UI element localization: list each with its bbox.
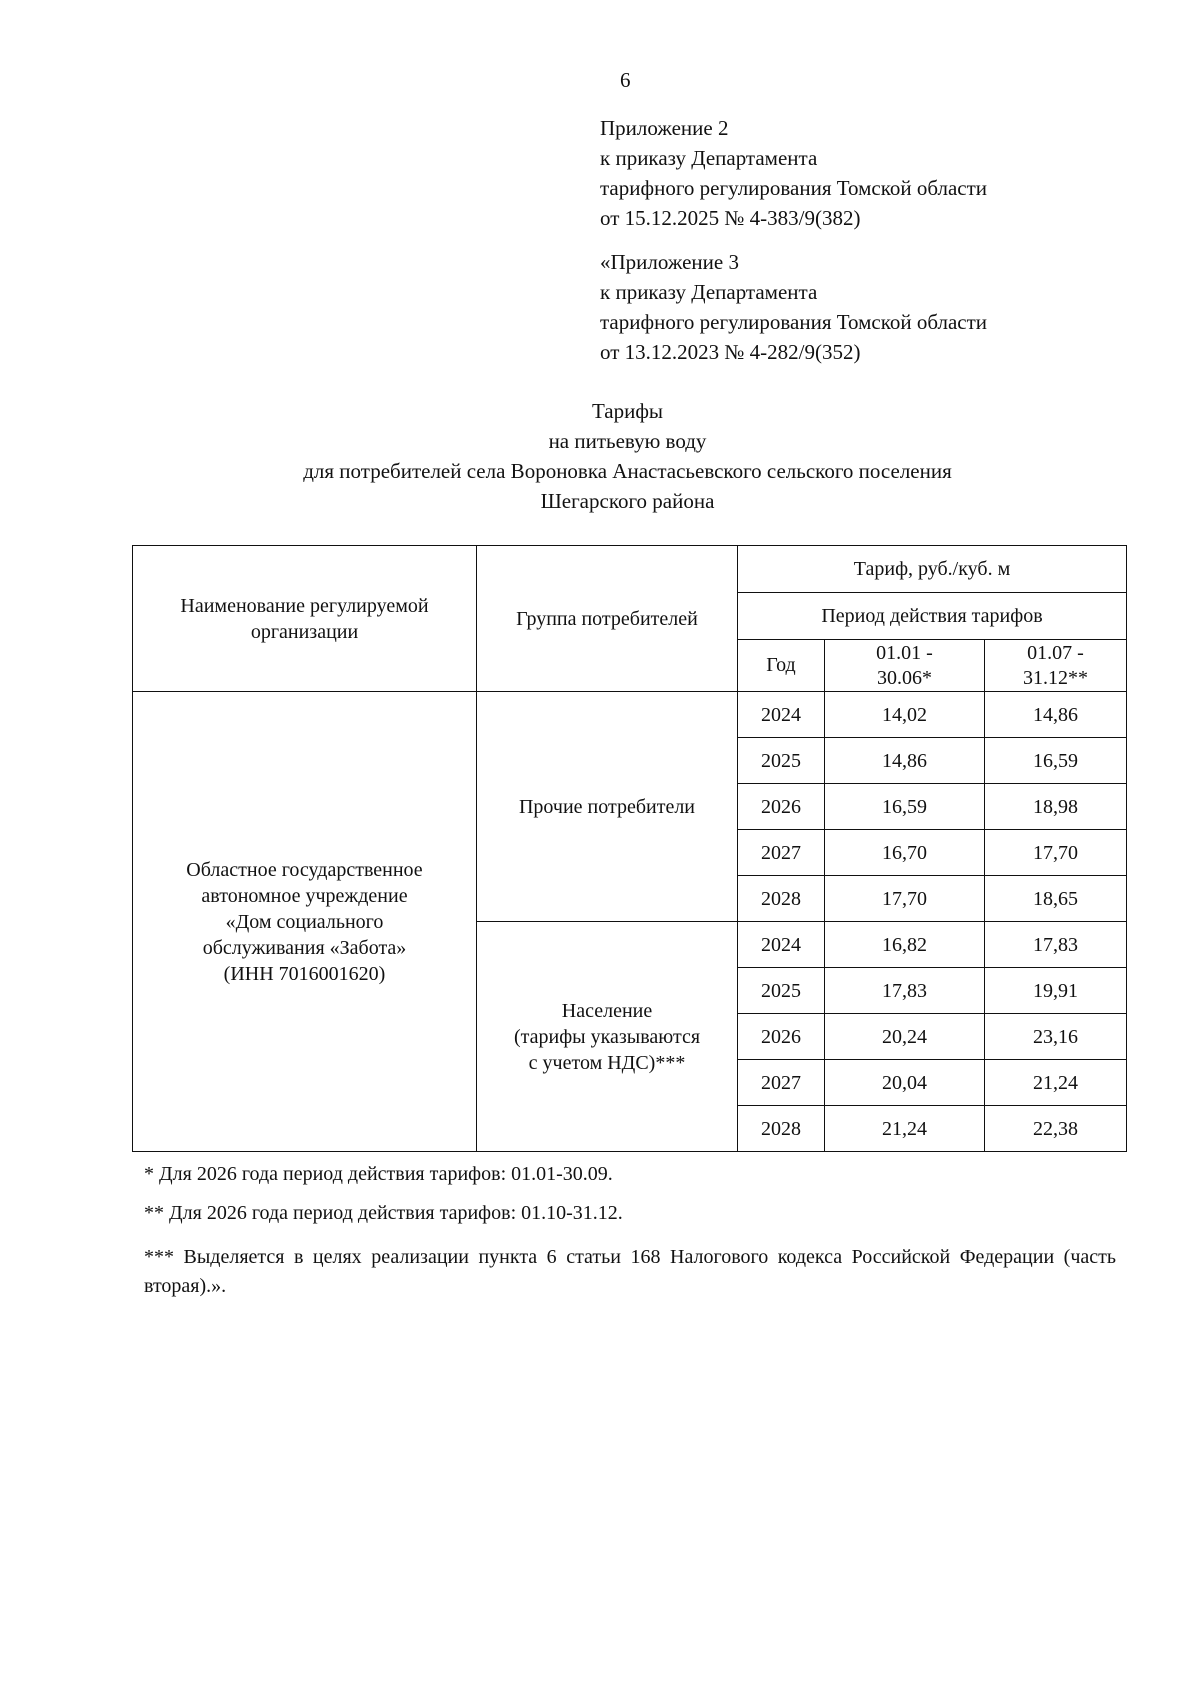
- annex-current-line: Приложение 2: [600, 116, 729, 140]
- group-line: Население: [561, 999, 653, 1022]
- tariff-h2-cell: 21,24: [985, 1060, 1127, 1106]
- page-number: 6: [620, 68, 631, 92]
- tariff-h1-cell: 16,82: [825, 922, 985, 968]
- year-cell: 2024: [738, 692, 825, 738]
- half2-header-line: 01.07 -: [1027, 641, 1084, 664]
- half1-header-line: 01.01 -: [876, 641, 933, 664]
- table-row: [133, 692, 1127, 738]
- tariff-h1-cell: 14,02: [825, 692, 985, 738]
- tariff-h2-cell: 14,86: [985, 692, 1127, 738]
- organization-cell: [133, 692, 477, 1152]
- half2-header-line: 31.12**: [1023, 666, 1088, 689]
- year-cell: 2028: [738, 876, 825, 922]
- period-header: Период действия тарифов: [738, 593, 1127, 640]
- year-header: Год: [738, 640, 825, 692]
- annex-previous-line: тарифного регулирования Томской области: [600, 310, 988, 334]
- org-header: Наименование регулируемой организации: [133, 546, 477, 692]
- tariff-h2-cell: 22,38: [985, 1106, 1127, 1152]
- half1-header-line: 30.06*: [877, 666, 932, 689]
- year-cell: 2028: [738, 1106, 825, 1152]
- org-line: Областное государственное: [186, 858, 423, 881]
- annex-previous-line: «Приложение 3: [600, 250, 739, 274]
- year-cell: 2027: [738, 1060, 825, 1106]
- org-line: «Дом социального: [225, 910, 384, 933]
- header-row: [133, 546, 1127, 593]
- title-line: для потребителей села Вороновка Анастасьевского сельского поселения: [303, 459, 952, 483]
- title-line: на питьевую воду: [548, 429, 707, 453]
- annex-previous-line: к приказу Департамента: [600, 280, 818, 304]
- tariff-h1-cell: 16,70: [825, 830, 985, 876]
- group-line: (тарифы указываются: [513, 1025, 701, 1048]
- footnote-3: *** Выделяется в целях реализации пункта 6 статьи 168 Налогового кодекса Российской Федерации (часть вторая).».: [144, 1246, 1116, 1297]
- footnote-2: ** Для 2026 года период действия тарифов: 01.10-31.12.: [144, 1202, 623, 1224]
- annex-current-line: тарифного регулирования Томской области: [600, 176, 988, 200]
- group-line: Прочие потребители: [518, 795, 696, 818]
- org-line: обслуживания «Забота»: [202, 936, 407, 959]
- year-cell: 2025: [738, 738, 825, 784]
- tariff-h2-cell: 17,70: [985, 830, 1127, 876]
- tariff-h2-cell: 17,83: [985, 922, 1127, 968]
- year-cell: 2024: [738, 922, 825, 968]
- document-title: [130, 396, 1125, 516]
- footnote-1: * Для 2026 года период действия тарифов: 01.01-30.09.: [144, 1163, 613, 1185]
- tariff-table: [132, 545, 1127, 1152]
- tariff-h2-cell: 19,91: [985, 968, 1127, 1014]
- annex-current-line: к приказу Департамента: [600, 146, 818, 170]
- half1-header: [825, 640, 985, 692]
- year-cell: 2026: [738, 784, 825, 830]
- tariff-h1-cell: 20,24: [825, 1014, 985, 1060]
- org-line: (ИНН 7016001620): [223, 962, 386, 985]
- group-cell-other: [477, 692, 738, 922]
- tariff-h1-cell: 20,04: [825, 1060, 985, 1106]
- group-header: Группа потребителей: [477, 546, 738, 692]
- annex-current-line: от 15.12.2025 № 4-383/9(382): [600, 206, 861, 230]
- half2-header: [985, 640, 1127, 692]
- tariff-h1-cell: 21,24: [825, 1106, 985, 1152]
- year-cell: 2025: [738, 968, 825, 1014]
- tariff-h2-cell: 18,65: [985, 876, 1127, 922]
- tariff-header: Тариф, руб./куб. м: [738, 546, 1127, 593]
- tariff-h2-cell: 16,59: [985, 738, 1127, 784]
- tariff-h2-cell: 18,98: [985, 784, 1127, 830]
- year-cell: 2026: [738, 1014, 825, 1060]
- tariff-h1-cell: 17,70: [825, 876, 985, 922]
- year-cell: 2027: [738, 830, 825, 876]
- annex-current-block: [600, 113, 1160, 233]
- annex-previous-line: от 13.12.2023 № 4-282/9(352): [600, 340, 861, 364]
- tariff-h1-cell: 16,59: [825, 784, 985, 830]
- org-line: автономное учреждение: [201, 884, 408, 907]
- annex-previous-block: [600, 247, 1160, 367]
- title-line: Тарифы: [591, 399, 664, 423]
- tariff-h1-cell: 14,86: [825, 738, 985, 784]
- tariff-h1-cell: 17,83: [825, 968, 985, 1014]
- group-cell-population: [477, 922, 738, 1152]
- tariff-h2-cell: 23,16: [985, 1014, 1127, 1060]
- title-line: Шегарского района: [540, 489, 715, 513]
- group-line: с учетом НДС)***: [528, 1051, 686, 1074]
